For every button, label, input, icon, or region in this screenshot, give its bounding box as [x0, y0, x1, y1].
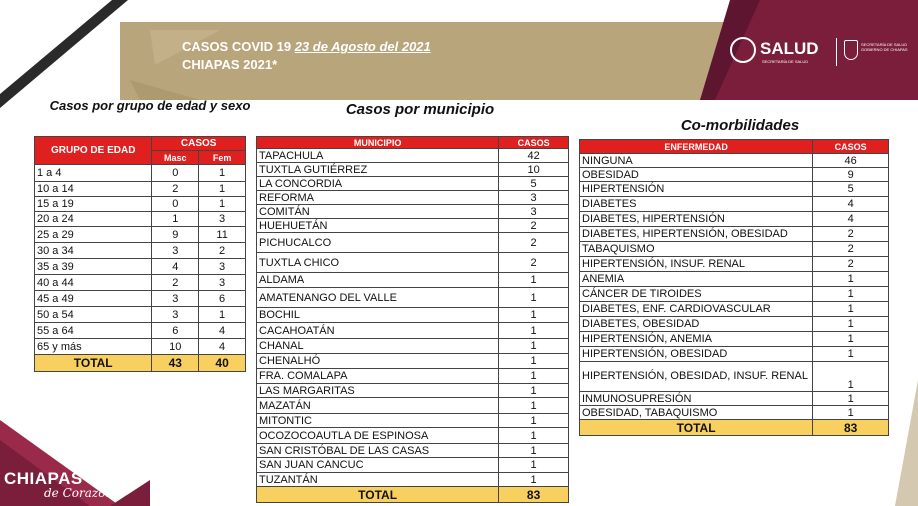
table-row-municipio: LAS MARGARITAS: [257, 384, 499, 398]
table-cell-fem: 3: [199, 212, 246, 227]
table-cell-cases: 5: [499, 177, 569, 191]
table-cell-cases: 4: [813, 212, 889, 227]
table-cell-fem: 1: [199, 165, 246, 182]
comorb-total-cases: 83: [813, 420, 889, 436]
age-total-fem: 40: [199, 355, 246, 372]
table-cell-cases: 1: [499, 428, 569, 444]
table-cell-masc: 2: [152, 275, 199, 291]
comorb-heading: Co-morbilidades: [680, 117, 800, 134]
table-cell-cases: 3: [499, 205, 569, 219]
table-cell-fem: 1: [199, 197, 246, 212]
table-cell-cases: 1: [499, 414, 569, 428]
age-col-fem: Fem: [199, 151, 246, 165]
table-cell-fem: 11: [199, 227, 246, 243]
table-cell-cases: 1: [499, 398, 569, 414]
table-cell-cases: 2: [499, 233, 569, 253]
table-row-comorb: INMUNOSUPRESIÓN: [580, 392, 813, 406]
table-cell-cases: 1: [813, 317, 889, 332]
age-col-group: GRUPO DE EDAD: [35, 137, 152, 165]
chiapas-brand: CHIAPAS: [4, 469, 83, 488]
table-row-municipio: TAPACHULA: [257, 149, 499, 163]
table-row-municipio: TUZANTÁN: [257, 473, 499, 487]
municipio-heading: Casos por municipio: [345, 101, 495, 118]
table-cell-masc: 0: [152, 165, 199, 182]
table-row-group: 25 a 29: [35, 227, 152, 243]
table-cell-cases: 1: [813, 392, 889, 406]
comorb-col-name: ENFERMEDAD: [580, 140, 813, 154]
table-cell-cases: 1: [499, 369, 569, 384]
table-cell-cases: 2: [499, 253, 569, 273]
table-row-municipio: LA CONCORDIA: [257, 177, 499, 191]
table-cell-cases: 42: [499, 149, 569, 163]
table-cell-masc: 0: [152, 197, 199, 212]
table-cell-fem: 3: [199, 259, 246, 275]
table-row-comorb: DIABETES, OBESIDAD: [580, 317, 813, 332]
table-cell-cases: 1: [813, 332, 889, 347]
table-row-comorb: DIABETES, ENF. CARDIOVASCULAR: [580, 302, 813, 317]
table-cell-cases: 1: [499, 458, 569, 473]
table-cell-cases: 3: [499, 191, 569, 205]
comorb-col-cases: CASOS: [813, 140, 889, 154]
table-row-group: 1 a 4: [35, 165, 152, 182]
table-cell-masc: 1: [152, 212, 199, 227]
table-row-municipio: MAZATÁN: [257, 398, 499, 414]
table-cell-cases: 46: [813, 154, 889, 168]
table-row-comorb: DIABETES, HIPERTENSIÓN, OBESIDAD: [580, 227, 813, 242]
table-row-comorb: OBESIDAD, TABAQUISMO: [580, 406, 813, 420]
table-cell-cases: 1: [499, 323, 569, 339]
table-cell-cases: 9: [813, 168, 889, 182]
table-cell-cases: 2: [813, 242, 889, 257]
table-row-group: 10 a 14: [35, 182, 152, 197]
table-row-municipio: COMITÁN: [257, 205, 499, 219]
table-row-comorb: ANEMIA: [580, 272, 813, 287]
table-cell-fem: 1: [199, 307, 246, 323]
table-cell-masc: 6: [152, 323, 199, 339]
right-decoration: [895, 380, 918, 506]
table-cell-cases: 2: [813, 227, 889, 242]
mun-col-cases: CASOS: [499, 137, 569, 149]
table-cell-cases: 1: [499, 273, 569, 288]
table-row-municipio: OCOZOCOAUTLA DE ESPINOSA: [257, 428, 499, 444]
comorb-total-label: TOTAL: [580, 420, 813, 436]
table-cell-cases: 5: [813, 182, 889, 197]
age-heading: Casos por grupo de edad y sexo: [49, 98, 251, 113]
table-cell-cases: 1: [499, 288, 569, 308]
table-row-municipio: CHENALHÓ: [257, 354, 499, 369]
table-cell-cases: 1: [499, 473, 569, 487]
salud-sub: SECRETARÍA DE SALUD: [762, 59, 809, 64]
table-cell-fem: 2: [199, 243, 246, 259]
table-row-group: 30 a 34: [35, 243, 152, 259]
table-row-comorb: HIPERTENSIÓN: [580, 182, 813, 197]
table-row-municipio: MITONTIC: [257, 414, 499, 428]
table-cell-cases: 1: [813, 272, 889, 287]
table-cell-cases: 2: [813, 257, 889, 272]
table-cell-masc: 3: [152, 243, 199, 259]
table-row-municipio: REFORMA: [257, 191, 499, 205]
table-row-group: 55 a 64: [35, 323, 152, 339]
table-row-group: 20 a 24: [35, 212, 152, 227]
table-row-comorb: HIPERTENSIÓN, INSUF. RENAL: [580, 257, 813, 272]
table-row-municipio: CHANAL: [257, 339, 499, 354]
table-row-municipio: TUXTLA CHICO: [257, 253, 499, 273]
table-cell-masc: 10: [152, 339, 199, 355]
table-row-group: 35 a 39: [35, 259, 152, 275]
table-cell-cases: 1: [499, 354, 569, 369]
mun-total-cases: 83: [499, 487, 569, 503]
table-cell-masc: 9: [152, 227, 199, 243]
title-date: 23 de Agosto del 2021: [294, 39, 431, 54]
table-cell-cases: 4: [813, 197, 889, 212]
mun-total-label: TOTAL: [257, 487, 499, 503]
table-row-municipio: AMATENANGO DEL VALLE: [257, 288, 499, 308]
table-row-municipio: ALDAMA: [257, 273, 499, 288]
comorb-table: [579, 139, 889, 436]
title-subtitle: CHIAPAS 2021*: [182, 57, 278, 72]
table-cell-masc: 3: [152, 307, 199, 323]
title-prefix: CASOS COVID 19: [182, 39, 295, 54]
table-row-comorb: CÁNCER DE TIROIDES: [580, 287, 813, 302]
table-cell-fem: 6: [199, 291, 246, 307]
table-row-comorb: DIABETES, HIPERTENSIÓN: [580, 212, 813, 227]
table-cell-cases: 2: [499, 219, 569, 233]
table-cell-masc: 2: [152, 182, 199, 197]
age-table: [34, 136, 246, 372]
table-row-municipio: CACAHOATÁN: [257, 323, 499, 339]
table-row-comorb: TABAQUISMO: [580, 242, 813, 257]
table-cell-cases: 1: [499, 339, 569, 354]
age-total-masc: 43: [152, 355, 199, 372]
table-cell-cases: 1: [813, 362, 889, 392]
table-row-municipio: FRA. COMALAPA: [257, 369, 499, 384]
table-cell-cases: 1: [813, 347, 889, 362]
table-cell-cases: 1: [813, 406, 889, 420]
table-row-comorb: HIPERTENSIÓN, OBESIDAD, INSUF. RENAL: [580, 362, 813, 392]
table-row-group: 45 a 49: [35, 291, 152, 307]
table-cell-fem: 1: [199, 182, 246, 197]
table-row-comorb: DIABETES: [580, 197, 813, 212]
table-cell-cases: 10: [499, 163, 569, 177]
table-cell-cases: 1: [499, 444, 569, 458]
table-cell-fem: 4: [199, 339, 246, 355]
table-cell-cases: 1: [499, 384, 569, 398]
mun-col-name: MUNICIPIO: [257, 137, 499, 149]
table-row-comorb: NINGUNA: [580, 154, 813, 168]
chiapas-brand-sub: de Corazón: [44, 486, 114, 500]
salud-seal-icon: [730, 37, 756, 63]
table-row-group: 65 y más: [35, 339, 152, 355]
logo-separator: [836, 38, 837, 66]
municipio-table: [256, 136, 569, 503]
salud-label: SALUD: [760, 39, 819, 58]
table-cell-fem: 4: [199, 323, 246, 339]
table-cell-masc: 3: [152, 291, 199, 307]
table-row-municipio: SAN CRISTÓBAL DE LAS CASAS: [257, 444, 499, 458]
table-row-municipio: TUXTLA GUTIÉRREZ: [257, 163, 499, 177]
table-cell-fem: 3: [199, 275, 246, 291]
chiapas-shield-icon: [844, 40, 858, 60]
table-row-group: 50 a 54: [35, 307, 152, 323]
table-row-group: 15 a 19: [35, 197, 152, 212]
age-col-cases: CASOS: [152, 137, 246, 151]
chiapas-secretaria-label: SECRETARÍA DE SALUD GOBIERNO DE CHIAPAS: [861, 42, 908, 52]
table-row-municipio: HUEHUETÁN: [257, 219, 499, 233]
age-col-masc: Masc: [152, 151, 199, 165]
table-cell-cases: 1: [813, 287, 889, 302]
table-row-municipio: PICHUCALCO: [257, 233, 499, 253]
table-row-comorb: HIPERTENSIÓN, ANEMIA: [580, 332, 813, 347]
table-row-municipio: BOCHIL: [257, 308, 499, 323]
table-row-municipio: SAN JUAN CANCUC: [257, 458, 499, 473]
table-row-group: 40 a 44: [35, 275, 152, 291]
table-cell-masc: 4: [152, 259, 199, 275]
table-row-comorb: HIPERTENSIÓN, OBESIDAD: [580, 347, 813, 362]
table-cell-cases: 1: [813, 302, 889, 317]
age-total-label: TOTAL: [35, 355, 152, 372]
table-cell-cases: 1: [499, 308, 569, 323]
table-row-comorb: OBESIDAD: [580, 168, 813, 182]
